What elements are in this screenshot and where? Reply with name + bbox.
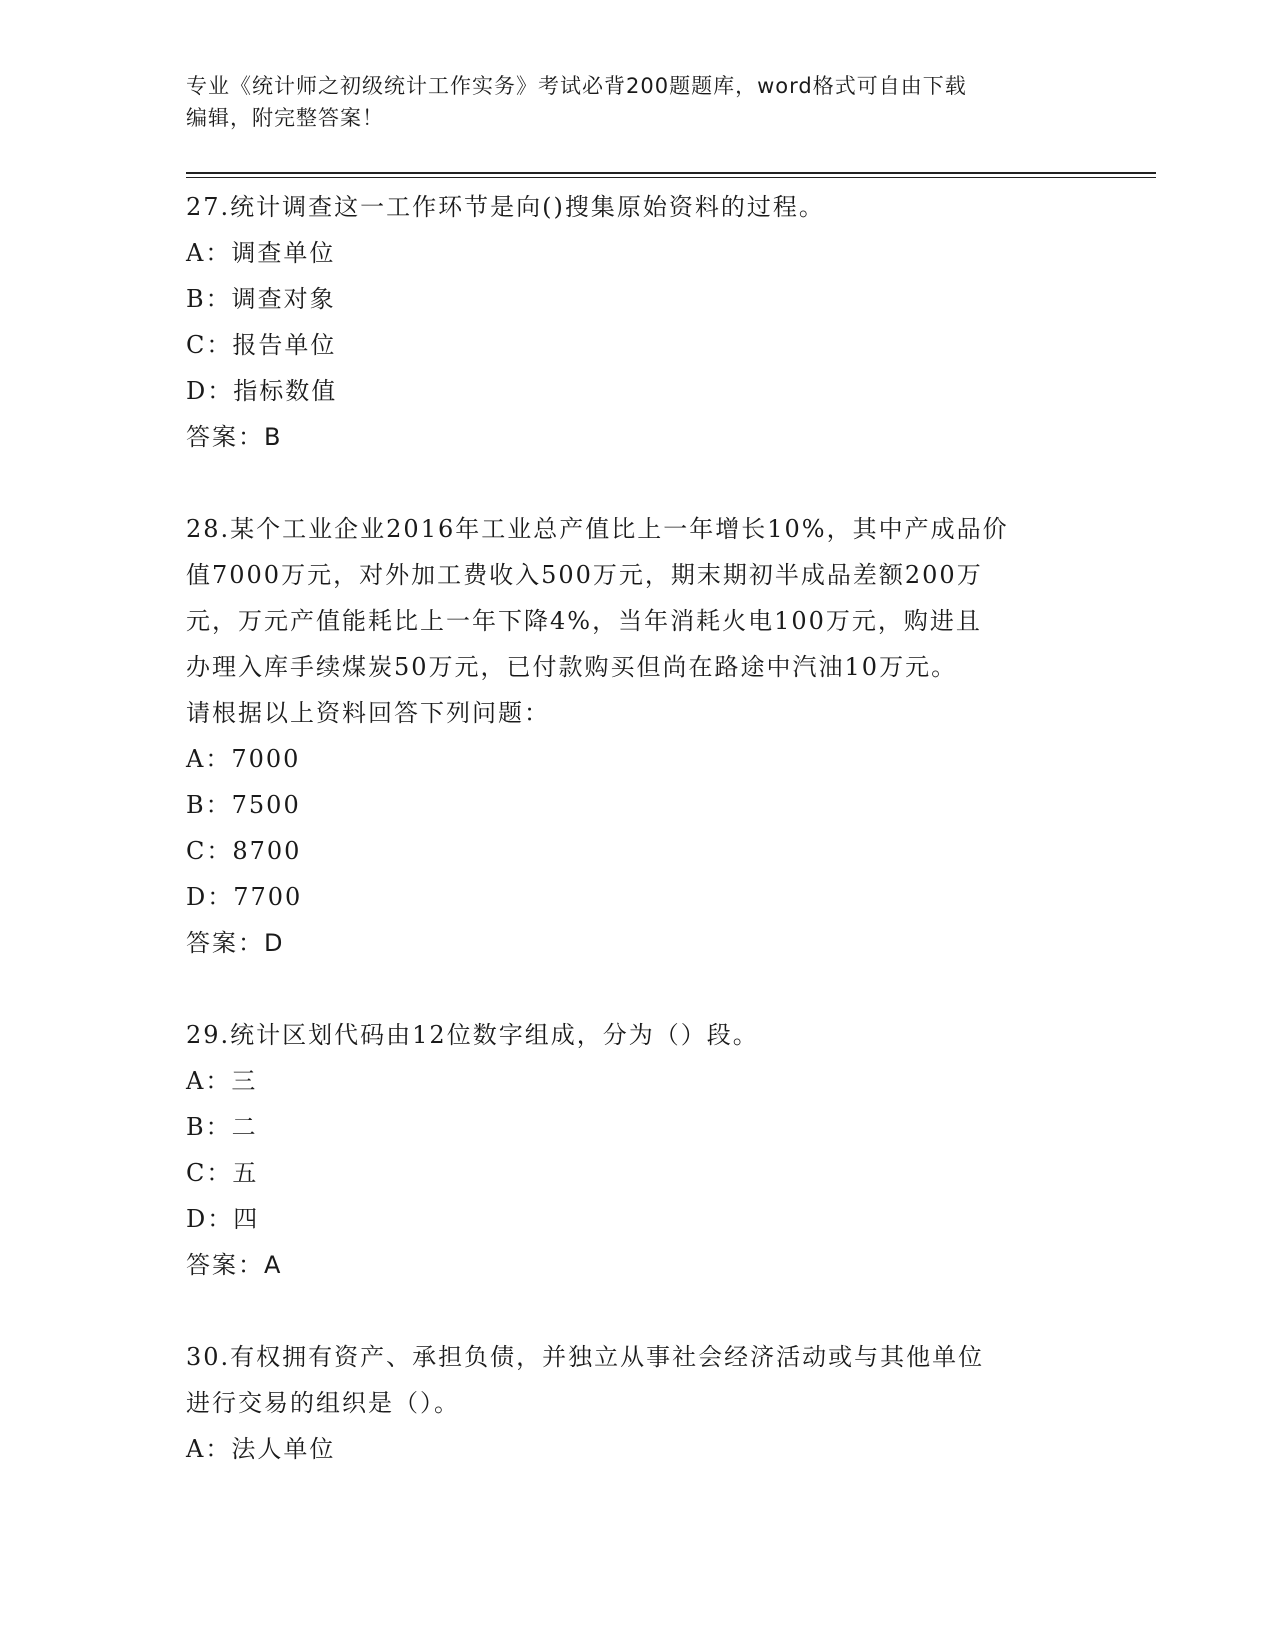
question-30 <box>186 1334 1146 1472</box>
answer-line: 答案：A <box>186 1251 283 1279</box>
question-27 <box>186 184 1146 460</box>
option-a: A：7000 <box>186 745 301 773</box>
question-stem-line-1: 28.某个工业企业2016年工业总产值比上一年增长10%，其中产成品价 <box>186 515 1009 543</box>
option-c: C：报告单位 <box>186 331 337 359</box>
option-d: D：7700 <box>186 883 303 911</box>
option-a: A：法人单位 <box>186 1435 336 1463</box>
answer-line: 答案：D <box>186 929 285 957</box>
question-gap <box>186 460 1146 506</box>
header-divider <box>186 172 1156 178</box>
option-c: C：五 <box>186 1159 259 1187</box>
question-stem: 29.统计区划代码由12位数字组成，分为（）段。 <box>186 1021 759 1049</box>
question-stem-line-1: 30.有权拥有资产、承担负债，并独立从事社会经济活动或与其他单位 <box>186 1343 985 1371</box>
question-stem: 27.统计调查这一工作环节是向()搜集原始资料的过程。 <box>186 193 825 221</box>
option-a: A：调查单位 <box>186 239 336 267</box>
question-29 <box>186 1012 1146 1288</box>
question-stem-line-3: 元，万元产值能耗比上一年下降4%，当年消耗火电100万元，购进且 <box>186 607 982 635</box>
option-b: B：调查对象 <box>186 285 336 313</box>
question-stem-line-5: 请根据以上资料回答下列问题： <box>186 699 550 727</box>
question-stem-line-4: 办理入库手续煤炭50万元，已付款购买但尚在路途中汽油10万元。 <box>186 653 958 681</box>
question-gap <box>186 966 1146 1012</box>
question-gap <box>186 1288 1146 1334</box>
answer-line: 答案：B <box>186 423 283 451</box>
option-b: B：7500 <box>186 791 301 819</box>
header-line-1: 专业《统计师之初级统计工作实务》考试必背200题题库，word格式可自由下载 <box>186 74 967 98</box>
option-d: D：指标数值 <box>186 377 338 405</box>
question-stem-line-2: 进行交易的组织是（）。 <box>186 1389 460 1417</box>
divider-line-thin <box>186 177 1156 178</box>
divider-line-thick <box>186 172 1156 174</box>
option-d: D：四 <box>186 1205 260 1233</box>
option-c: C：8700 <box>186 837 302 865</box>
option-b: B：二 <box>186 1113 258 1141</box>
option-a: A：三 <box>186 1067 258 1095</box>
question-list <box>186 184 1146 1472</box>
header-line-2: 编辑，附完整答案！ <box>186 106 384 130</box>
document-page <box>186 70 1146 1472</box>
question-28 <box>186 506 1146 966</box>
document-header <box>186 70 1066 134</box>
question-stem-line-2: 值7000万元，对外加工费收入500万元，期末期初半成品差额200万 <box>186 561 983 589</box>
